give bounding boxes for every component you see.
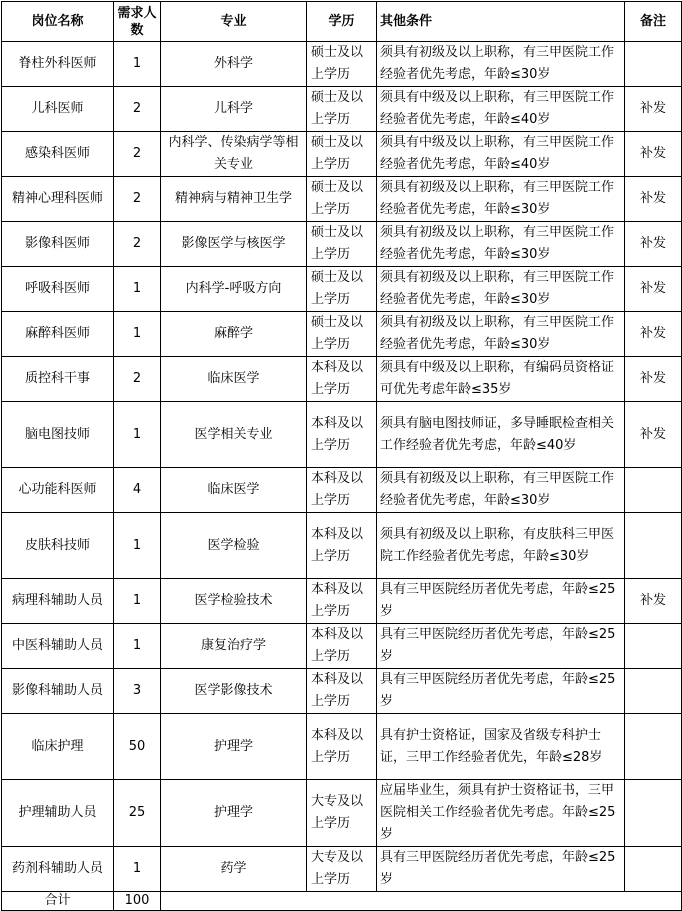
recruitment-table xyxy=(1,1,682,911)
table-row xyxy=(2,669,682,714)
remark-cell: 补发 xyxy=(625,402,682,468)
count-cell: 2 xyxy=(114,357,161,402)
remark-cell xyxy=(625,714,682,780)
header-remark: 备注 xyxy=(625,2,682,42)
table-row xyxy=(2,780,682,847)
position-cell: 心功能科医师 xyxy=(2,468,114,513)
position-cell: 护理辅助人员 xyxy=(2,780,114,847)
conditions-cell: 须具有初级及以上职称，有皮肤科三甲医院工作经验者优先考虑，年龄≤30岁 xyxy=(377,513,625,579)
position-cell: 感染科医师 xyxy=(2,132,114,177)
education-cell: 硕士及以上学历 xyxy=(307,312,377,357)
major-cell: 医学检验 xyxy=(161,513,307,579)
position-cell: 影像科辅助人员 xyxy=(2,669,114,714)
major-cell: 医学检验技术 xyxy=(161,579,307,624)
position-cell: 呼吸科医师 xyxy=(2,267,114,312)
position-cell: 皮肤科技师 xyxy=(2,513,114,579)
count-cell: 50 xyxy=(114,714,161,780)
conditions-cell: 须具有初级及以上职称，有三甲医院工作经验者优先考虑，年龄≤30岁 xyxy=(377,468,625,513)
count-cell: 1 xyxy=(114,267,161,312)
position-cell: 药剂科辅助人员 xyxy=(2,847,114,892)
position-cell: 麻醉科医师 xyxy=(2,312,114,357)
table-row xyxy=(2,132,682,177)
table-row xyxy=(2,847,682,892)
remark-cell xyxy=(625,468,682,513)
table-row xyxy=(2,42,682,87)
header-row xyxy=(2,2,682,42)
remark-cell xyxy=(625,780,682,847)
major-cell: 护理学 xyxy=(161,780,307,847)
major-cell: 医学相关专业 xyxy=(161,402,307,468)
count-cell: 1 xyxy=(114,847,161,892)
conditions-cell: 须具有脑电图技师证，多导睡眠检查相关工作经验者优先考虑，年龄≤40岁 xyxy=(377,402,625,468)
count-cell: 1 xyxy=(114,312,161,357)
total-empty xyxy=(161,892,682,911)
table-row xyxy=(2,468,682,513)
remark-cell: 补发 xyxy=(625,87,682,132)
table-row xyxy=(2,222,682,267)
conditions-cell: 须具有中级及以上职称，有三甲医院工作经验者优先考虑，年龄≤40岁 xyxy=(377,132,625,177)
major-cell: 内科学-呼吸方向 xyxy=(161,267,307,312)
count-cell: 1 xyxy=(114,513,161,579)
table-row xyxy=(2,513,682,579)
remark-cell: 补发 xyxy=(625,132,682,177)
count-cell: 1 xyxy=(114,579,161,624)
major-cell: 药学 xyxy=(161,847,307,892)
table-row xyxy=(2,87,682,132)
major-cell: 麻醉学 xyxy=(161,312,307,357)
count-cell: 1 xyxy=(114,402,161,468)
table-row xyxy=(2,267,682,312)
position-cell: 儿科医师 xyxy=(2,87,114,132)
education-cell: 大专及以上学历 xyxy=(307,847,377,892)
remark-cell: 补发 xyxy=(625,177,682,222)
remark-cell xyxy=(625,42,682,87)
conditions-cell: 须具有初级及以上职称，有三甲医院工作经验者优先考虑，年龄≤30岁 xyxy=(377,222,625,267)
header-count: 需求人数 xyxy=(114,2,161,42)
education-cell: 硕士及以上学历 xyxy=(307,42,377,87)
table-row xyxy=(2,312,682,357)
education-cell: 硕士及以上学历 xyxy=(307,222,377,267)
conditions-cell: 具有三甲医院经历者优先考虑，年龄≤25岁 xyxy=(377,579,625,624)
remark-cell xyxy=(625,624,682,669)
major-cell: 外科学 xyxy=(161,42,307,87)
total-label: 合计 xyxy=(2,892,114,911)
major-cell: 医学影像技术 xyxy=(161,669,307,714)
conditions-cell: 须具有初级及以上职称，有三甲医院工作经验者优先考虑，年龄≤30岁 xyxy=(377,177,625,222)
education-cell: 本科及以上学历 xyxy=(307,669,377,714)
table-row xyxy=(2,402,682,468)
position-cell: 脑电图技师 xyxy=(2,402,114,468)
remark-cell xyxy=(625,847,682,892)
education-cell: 本科及以上学历 xyxy=(307,579,377,624)
education-cell: 硕士及以上学历 xyxy=(307,177,377,222)
education-cell: 本科及以上学历 xyxy=(307,357,377,402)
header-position: 岗位名称 xyxy=(2,2,114,42)
conditions-cell: 须具有中级及以上职称，有编码员资格证可优先考虑年龄≤35岁 xyxy=(377,357,625,402)
position-cell: 脊柱外科医师 xyxy=(2,42,114,87)
conditions-cell: 须具有初级及以上职称，有三甲医院工作经验者优先考虑，年龄≤30岁 xyxy=(377,312,625,357)
remark-cell xyxy=(625,513,682,579)
table-row xyxy=(2,624,682,669)
remark-cell: 补发 xyxy=(625,357,682,402)
education-cell: 本科及以上学历 xyxy=(307,402,377,468)
table-row xyxy=(2,177,682,222)
header-major: 专业 xyxy=(161,2,307,42)
position-cell: 影像科医师 xyxy=(2,222,114,267)
major-cell: 内科学、传染病学等相关专业 xyxy=(161,132,307,177)
count-cell: 1 xyxy=(114,624,161,669)
remark-cell: 补发 xyxy=(625,579,682,624)
education-cell: 硕士及以上学历 xyxy=(307,267,377,312)
table-row xyxy=(2,714,682,780)
position-cell: 质控科干事 xyxy=(2,357,114,402)
education-cell: 硕士及以上学历 xyxy=(307,87,377,132)
remark-cell xyxy=(625,669,682,714)
education-cell: 硕士及以上学历 xyxy=(307,132,377,177)
position-cell: 病理科辅助人员 xyxy=(2,579,114,624)
total-row xyxy=(2,892,682,911)
position-cell: 精神心理科医师 xyxy=(2,177,114,222)
conditions-cell: 具有三甲医院经历者优先考虑，年龄≤25岁 xyxy=(377,669,625,714)
table-row xyxy=(2,579,682,624)
remark-cell: 补发 xyxy=(625,222,682,267)
count-cell: 3 xyxy=(114,669,161,714)
header-conditions: 其他条件 xyxy=(377,2,625,42)
count-cell: 2 xyxy=(114,87,161,132)
conditions-cell: 须具有初级及以上职称，有三甲医院工作经验者优先考虑，年龄≤30岁 xyxy=(377,42,625,87)
education-cell: 本科及以上学历 xyxy=(307,468,377,513)
remark-cell: 补发 xyxy=(625,312,682,357)
conditions-cell: 具有护士资格证，国家及省级专科护士证，三甲工作经验者优先，年龄≤28岁 xyxy=(377,714,625,780)
remark-cell: 补发 xyxy=(625,267,682,312)
conditions-cell: 具有三甲医院经历者优先考虑，年龄≤25岁 xyxy=(377,847,625,892)
table-row xyxy=(2,357,682,402)
count-cell: 2 xyxy=(114,132,161,177)
conditions-cell: 须具有中级及以上职称，有三甲医院工作经验者优先考虑，年龄≤40岁 xyxy=(377,87,625,132)
major-cell: 儿科学 xyxy=(161,87,307,132)
count-cell: 25 xyxy=(114,780,161,847)
total-count: 100 xyxy=(114,892,161,911)
count-cell: 1 xyxy=(114,42,161,87)
major-cell: 康复治疗学 xyxy=(161,624,307,669)
position-cell: 临床护理 xyxy=(2,714,114,780)
education-cell: 本科及以上学历 xyxy=(307,714,377,780)
major-cell: 临床医学 xyxy=(161,468,307,513)
major-cell: 临床医学 xyxy=(161,357,307,402)
major-cell: 影像医学与核医学 xyxy=(161,222,307,267)
major-cell: 护理学 xyxy=(161,714,307,780)
position-cell: 中医科辅助人员 xyxy=(2,624,114,669)
count-cell: 2 xyxy=(114,222,161,267)
education-cell: 本科及以上学历 xyxy=(307,624,377,669)
count-cell: 2 xyxy=(114,177,161,222)
count-cell: 4 xyxy=(114,468,161,513)
conditions-cell: 须具有初级及以上职称，有三甲医院工作经验者优先考虑，年龄≤30岁 xyxy=(377,267,625,312)
conditions-cell: 具有三甲医院经历者优先考虑，年龄≤25岁 xyxy=(377,624,625,669)
header-education: 学历 xyxy=(307,2,377,42)
major-cell: 精神病与精神卫生学 xyxy=(161,177,307,222)
education-cell: 本科及以上学历 xyxy=(307,513,377,579)
conditions-cell: 应届毕业生，须具有护士资格证书，三甲医院相关工作经验者优先考虑。年龄≤25岁 xyxy=(377,780,625,847)
education-cell: 大专及以上学历 xyxy=(307,780,377,847)
